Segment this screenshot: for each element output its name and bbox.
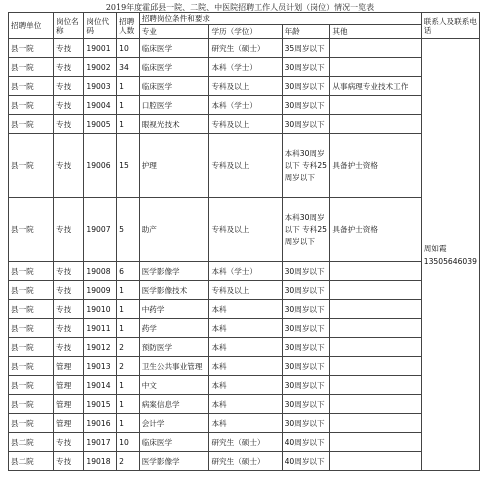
cell-major: 医学影像学 [139, 452, 209, 471]
table-row [9, 414, 480, 433]
cell-unit: 县二院 [9, 452, 54, 471]
cell-count: 34 [117, 58, 140, 77]
cell-age: 30周岁以下 [282, 376, 330, 395]
cell-edu: 研究生（硕士） [209, 452, 282, 471]
cell-other [330, 414, 421, 433]
page-title: 2019年度霍邱县一院、二院、中医院招聘工作人员计划（岗位）情况一览表 [105, 3, 375, 12]
cell-other [330, 300, 421, 319]
table-row [9, 77, 480, 96]
cell-unit: 县一院 [9, 319, 54, 338]
cell-edu: 本科 [209, 357, 282, 376]
cell-major: 助产 [139, 198, 209, 262]
cell-count: 2 [117, 338, 140, 357]
table-row [9, 39, 480, 58]
cell-edu: 专科及以上 [209, 198, 282, 262]
cell-code: 19005 [84, 115, 117, 134]
cell-unit: 县一院 [9, 338, 54, 357]
cell-major: 预防医学 [139, 338, 209, 357]
cell-code: 19012 [84, 338, 117, 357]
header-unit: 招聘单位 [9, 13, 54, 39]
cell-other [330, 39, 421, 58]
contact-name: 周如霞 [423, 243, 447, 253]
cell-unit: 县一院 [9, 262, 54, 281]
cell-post: 专技 [53, 58, 83, 77]
cell-age: 本科30周岁以下 专科25周岁以下 [282, 134, 330, 198]
cell-unit: 县一院 [9, 58, 54, 77]
cell-unit: 县一院 [9, 357, 54, 376]
cell-edu: 本科（学士） [209, 262, 282, 281]
cell-count: 1 [117, 281, 140, 300]
cell-age: 30周岁以下 [282, 77, 330, 96]
table-row [9, 115, 480, 134]
cell-major: 中药学 [139, 300, 209, 319]
table-row [9, 281, 480, 300]
table-row [9, 134, 480, 198]
cell-post: 专技 [53, 452, 83, 471]
cell-code: 19004 [84, 96, 117, 115]
cell-count: 1 [117, 115, 140, 134]
cell-major: 临床医学 [139, 39, 209, 58]
cell-count: 1 [117, 395, 140, 414]
header-count: 招聘人数 [117, 13, 140, 39]
cell-edu: 本科 [209, 319, 282, 338]
cell-age: 本科30周岁以下 专科25周岁以下 [282, 198, 330, 262]
cell-major: 眼视光技术 [139, 115, 209, 134]
cell-other [330, 281, 421, 300]
cell-post: 专技 [53, 338, 83, 357]
cell-age: 30周岁以下 [282, 357, 330, 376]
cell-code: 19009 [84, 281, 117, 300]
cell-unit: 县一院 [9, 115, 54, 134]
cell-edu: 本科 [209, 376, 282, 395]
cell-post: 管理 [53, 376, 83, 395]
cell-post: 专技 [53, 300, 83, 319]
cell-major: 医学影像技术 [139, 281, 209, 300]
cell-other [330, 376, 421, 395]
cell-count: 1 [117, 96, 140, 115]
cell-edu: 研究生（硕士） [209, 433, 282, 452]
table-row [9, 452, 480, 471]
cell-other [330, 338, 421, 357]
cell-unit: 县一院 [9, 300, 54, 319]
table-row [9, 58, 480, 77]
cell-count: 10 [117, 433, 140, 452]
header-education: 学历（学位） [209, 25, 282, 39]
cell-post: 专技 [53, 433, 83, 452]
contact-cell [421, 39, 479, 471]
cell-age: 30周岁以下 [282, 96, 330, 115]
cell-other: 具备护士资格 [330, 198, 421, 262]
cell-other [330, 357, 421, 376]
cell-other [330, 262, 421, 281]
cell-edu: 研究生（硕士） [209, 39, 282, 58]
cell-age: 30周岁以下 [282, 414, 330, 433]
table-row [9, 357, 480, 376]
cell-major: 卫生公共事业管理 [139, 357, 209, 376]
cell-major: 护理 [139, 134, 209, 198]
cell-edu: 本科 [209, 395, 282, 414]
cell-age: 30周岁以下 [282, 58, 330, 77]
contact-phone: 13505646039 [423, 256, 477, 266]
cell-age: 30周岁以下 [282, 281, 330, 300]
cell-edu: 专科及以上 [209, 115, 282, 134]
cell-unit: 县一院 [9, 376, 54, 395]
cell-code: 19013 [84, 357, 117, 376]
cell-other [330, 319, 421, 338]
table-row [9, 338, 480, 357]
header-post-name: 岗位名称 [53, 13, 83, 39]
cell-unit: 县一院 [9, 77, 54, 96]
cell-unit: 县一院 [9, 198, 54, 262]
cell-other: 具备护士资格 [330, 134, 421, 198]
cell-unit: 县一院 [9, 39, 54, 58]
cell-post: 专技 [53, 39, 83, 58]
cell-major: 口腔医学 [139, 96, 209, 115]
cell-other [330, 452, 421, 471]
cell-other [330, 433, 421, 452]
cell-major: 临床医学 [139, 58, 209, 77]
cell-code: 19008 [84, 262, 117, 281]
cell-post: 专技 [53, 134, 83, 198]
cell-count: 1 [117, 319, 140, 338]
cell-count: 15 [117, 134, 140, 198]
cell-unit: 县一院 [9, 281, 54, 300]
cell-unit: 县一院 [9, 96, 54, 115]
header-major: 专业 [139, 25, 209, 39]
cell-code: 19014 [84, 376, 117, 395]
cell-code: 19007 [84, 198, 117, 262]
cell-code: 19011 [84, 319, 117, 338]
cell-post: 管理 [53, 414, 83, 433]
cell-count: 1 [117, 414, 140, 433]
cell-age: 30周岁以下 [282, 300, 330, 319]
header-age: 年龄 [282, 25, 330, 39]
cell-post: 管理 [53, 357, 83, 376]
table-row [9, 376, 480, 395]
header-post-code: 岗位代码 [84, 13, 117, 39]
cell-other [330, 115, 421, 134]
cell-post: 专技 [53, 115, 83, 134]
cell-post: 专技 [53, 281, 83, 300]
cell-major: 临床医学 [139, 77, 209, 96]
cell-unit: 县一院 [9, 134, 54, 198]
cell-age: 40周岁以下 [282, 452, 330, 471]
cell-code: 19002 [84, 58, 117, 77]
cell-post: 专技 [53, 319, 83, 338]
cell-age: 30周岁以下 [282, 338, 330, 357]
cell-code: 19016 [84, 414, 117, 433]
cell-age: 30周岁以下 [282, 395, 330, 414]
header-other: 其他 [330, 25, 421, 39]
cell-code: 19018 [84, 452, 117, 471]
cell-edu: 本科 [209, 414, 282, 433]
cell-other [330, 395, 421, 414]
table-row [9, 262, 480, 281]
cell-unit: 县二院 [9, 433, 54, 452]
cell-post: 专技 [53, 77, 83, 96]
table-row [9, 300, 480, 319]
cell-code: 19015 [84, 395, 117, 414]
cell-count: 6 [117, 262, 140, 281]
cell-other [330, 96, 421, 115]
cell-count: 1 [117, 77, 140, 96]
cell-edu: 专科及以上 [209, 134, 282, 198]
cell-major: 药学 [139, 319, 209, 338]
cell-edu: 本科（学士） [209, 96, 282, 115]
cell-count: 1 [117, 300, 140, 319]
cell-count: 2 [117, 357, 140, 376]
table-row [9, 198, 480, 262]
cell-major: 医学影像学 [139, 262, 209, 281]
cell-post: 专技 [53, 96, 83, 115]
cell-count: 10 [117, 39, 140, 58]
cell-edu: 专科及以上 [209, 281, 282, 300]
cell-code: 19001 [84, 39, 117, 58]
cell-code: 19010 [84, 300, 117, 319]
table-row [9, 395, 480, 414]
cell-unit: 县一院 [9, 414, 54, 433]
cell-post: 专技 [53, 198, 83, 262]
header-contact: 联系人及联系电话 [421, 13, 479, 39]
header-conditions: 招聘岗位条件和要求 [139, 13, 421, 25]
cell-major: 中文 [139, 376, 209, 395]
cell-other [330, 58, 421, 77]
cell-age: 30周岁以下 [282, 319, 330, 338]
table-row [9, 319, 480, 338]
cell-post: 专技 [53, 262, 83, 281]
cell-edu: 专科及以上 [209, 77, 282, 96]
cell-age: 40周岁以下 [282, 433, 330, 452]
recruitment-table [8, 12, 480, 471]
cell-major: 会计学 [139, 414, 209, 433]
cell-age: 30周岁以下 [282, 115, 330, 134]
cell-unit: 县一院 [9, 395, 54, 414]
cell-age: 35周岁以下 [282, 39, 330, 58]
cell-edu: 本科 [209, 300, 282, 319]
cell-count: 1 [117, 376, 140, 395]
cell-post: 管理 [53, 395, 83, 414]
cell-count: 2 [117, 452, 140, 471]
cell-edu: 本科 [209, 338, 282, 357]
cell-code: 19006 [84, 134, 117, 198]
cell-count: 5 [117, 198, 140, 262]
cell-edu: 本科（学士） [209, 58, 282, 77]
cell-age: 30周岁以下 [282, 262, 330, 281]
cell-major: 病案信息学 [139, 395, 209, 414]
cell-code: 19017 [84, 433, 117, 452]
cell-major: 临床医学 [139, 433, 209, 452]
table-row [9, 96, 480, 115]
cell-code: 19003 [84, 77, 117, 96]
table-row [9, 433, 480, 452]
cell-other: 从事病理专业技术工作 [330, 77, 421, 96]
